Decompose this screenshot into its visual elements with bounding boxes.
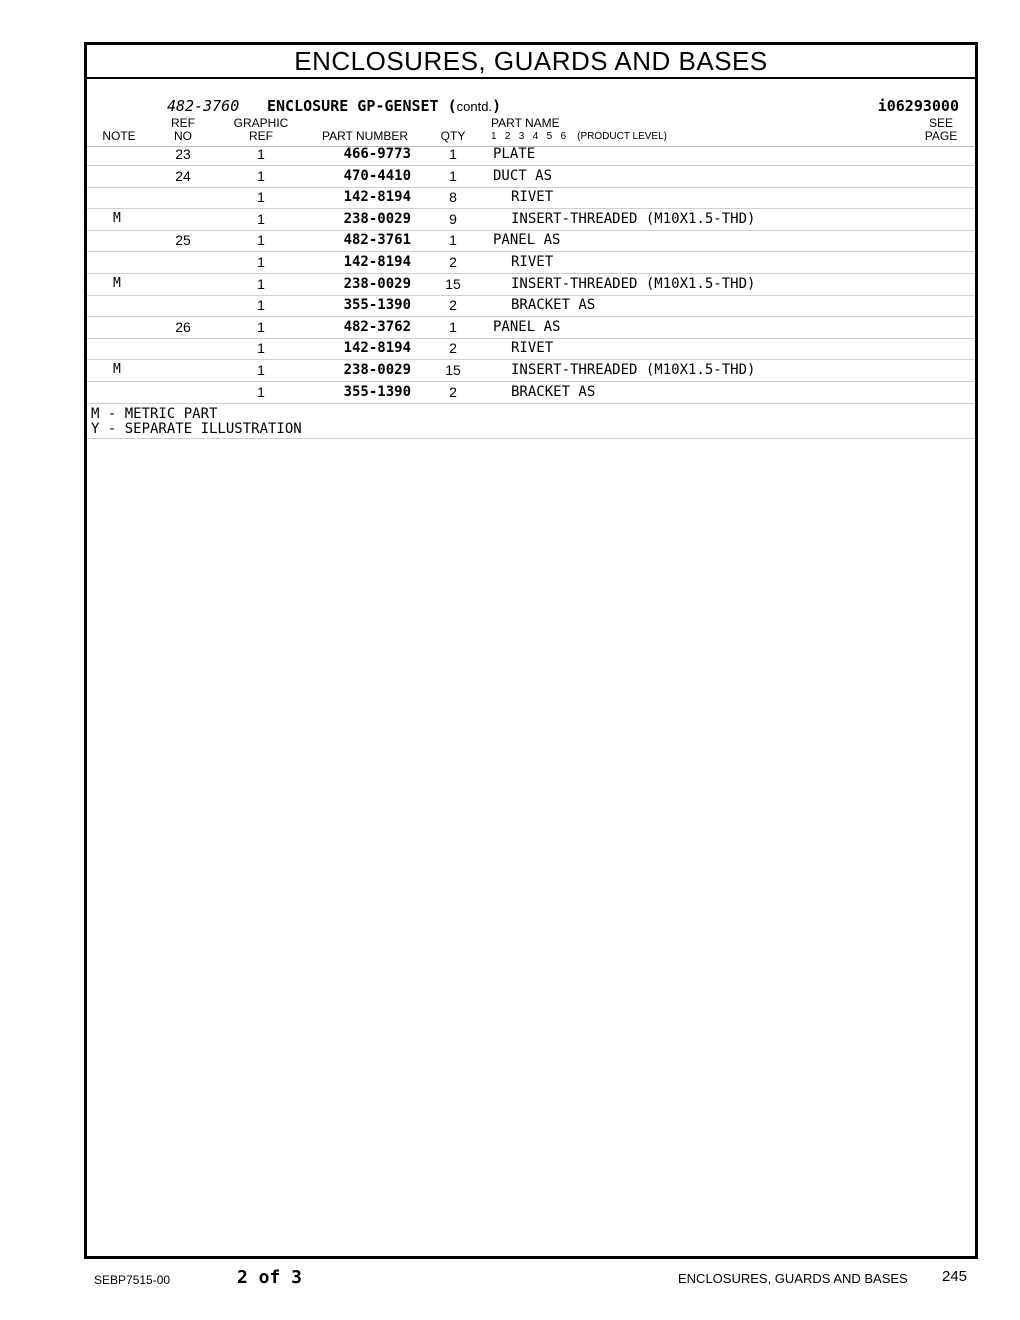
- footer-page-number: 245: [942, 1268, 968, 1285]
- graphic-ref-cell: 1: [257, 210, 265, 227]
- part-number-cell: 355-1390: [343, 297, 411, 314]
- footer-page-of: 2 of 3: [237, 1267, 303, 1288]
- col-header-part-name: PART NAME: [491, 116, 560, 130]
- ref-no-cell: 23: [175, 146, 191, 162]
- part-number-cell: 238-0029: [343, 362, 411, 378]
- graphic-ref-cell: 1: [257, 167, 265, 184]
- qty-cell: 1: [449, 232, 457, 249]
- graphic-ref-cell: 1: [257, 275, 265, 292]
- qty-cell: 9: [449, 210, 457, 227]
- qty-cell: 15: [445, 362, 461, 378]
- table-row: [87, 187, 975, 209]
- col-header-see-top: SEE: [928, 116, 953, 130]
- legend-divider: [87, 438, 975, 439]
- qty-cell: 8: [449, 189, 457, 206]
- part-number-cell: 142-8194: [343, 340, 411, 357]
- qty-cell: 2: [449, 383, 457, 400]
- ref-no-cell: 24: [175, 167, 191, 184]
- part-name-cell: PANEL AS: [493, 318, 561, 335]
- part-number-cell: 142-8194: [343, 254, 411, 270]
- assembly-number: 482-3760: [167, 97, 240, 115]
- col-header-graphic-top: GRAPHIC: [233, 116, 289, 130]
- footer-section: ENCLOSURES, GUARDS AND BASES: [678, 1271, 908, 1286]
- part-name-cell: BRACKET AS: [511, 297, 596, 314]
- page-title: ENCLOSURES, GUARDS AND BASES: [87, 45, 975, 79]
- table-row: [87, 295, 975, 317]
- col-header-product-level: 1 2 3 4 5 6 (PRODUCT LEVEL): [491, 131, 667, 142]
- note-cell: M: [113, 362, 121, 377]
- graphic-ref-cell: 1: [257, 232, 265, 249]
- graphic-ref-cell: 1: [257, 318, 265, 335]
- illustration-id: i06293000: [877, 97, 959, 115]
- qty-cell: 2: [449, 340, 457, 357]
- assembly-name: [267, 97, 501, 115]
- part-number-cell: 482-3761: [343, 232, 411, 249]
- table-row: [87, 252, 975, 274]
- qty-cell: 2: [449, 297, 457, 314]
- qty-cell: 1: [449, 167, 457, 184]
- ref-no-cell: 25: [175, 232, 191, 249]
- legend-item: Y - SEPARATE ILLUSTRATION: [91, 421, 302, 438]
- col-header-see-bottom: PAGE: [924, 129, 958, 143]
- qty-cell: 2: [449, 254, 457, 270]
- part-number-cell: 238-0029: [343, 275, 411, 292]
- part-name-cell: INSERT-THREADED (M10X1.5-THD): [511, 275, 756, 292]
- part-name-cell: RIVET: [511, 189, 554, 206]
- assembly-contd: contd.: [456, 99, 493, 114]
- qty-cell: 1: [449, 146, 457, 162]
- part-name-cell: RIVET: [511, 254, 554, 270]
- part-name-cell: INSERT-THREADED (M10X1.5-THD): [511, 210, 756, 227]
- part-number-cell: 470-4410: [343, 167, 411, 184]
- assembly-name-text: ENCLOSURE GP-GENSET (: [267, 97, 457, 115]
- part-name-cell: BRACKET AS: [511, 383, 596, 400]
- table-row: [87, 144, 975, 166]
- col-header-ref-top: REF: [171, 116, 195, 130]
- col-header-note: NOTE: [102, 129, 136, 143]
- graphic-ref-cell: 1: [257, 146, 265, 162]
- part-name-cell: DUCT AS: [493, 167, 553, 184]
- ref-no-cell: 26: [175, 318, 191, 335]
- col-header-graphic-bottom: REF: [249, 129, 273, 143]
- part-number-cell: 355-1390: [343, 383, 411, 400]
- part-name-cell: PANEL AS: [493, 232, 561, 249]
- qty-cell: 15: [445, 275, 461, 292]
- col-header-qty: QTY: [440, 129, 466, 143]
- part-name-cell: INSERT-THREADED (M10X1.5-THD): [511, 362, 756, 378]
- table-row: [87, 166, 975, 188]
- part-number-cell: 238-0029: [343, 210, 411, 227]
- graphic-ref-cell: 1: [257, 189, 265, 206]
- table-row: [87, 209, 975, 231]
- part-name-cell: RIVET: [511, 340, 554, 357]
- qty-cell: 1: [449, 318, 457, 335]
- graphic-ref-cell: 1: [257, 362, 265, 378]
- graphic-ref-cell: 1: [257, 383, 265, 400]
- assembly-header: [87, 97, 975, 117]
- table-row: [87, 338, 975, 360]
- table-row: [87, 360, 975, 382]
- col-header-part-number: PART NUMBER: [321, 129, 408, 143]
- part-number-cell: 482-3762: [343, 318, 411, 335]
- part-number-cell: 466-9773: [343, 146, 411, 162]
- graphic-ref-cell: 1: [257, 340, 265, 357]
- table-row: [87, 274, 975, 296]
- table-row: [87, 317, 975, 339]
- table-row: [87, 382, 975, 404]
- note-cell: M: [113, 210, 121, 226]
- footer-doc-number: SEBP7515-00: [94, 1273, 171, 1287]
- legend-item: M - METRIC PART: [91, 406, 218, 423]
- part-number-cell: 142-8194: [343, 189, 411, 206]
- graphic-ref-cell: 1: [257, 297, 265, 314]
- graphic-ref-cell: 1: [257, 254, 265, 270]
- page-frame: [84, 42, 978, 1259]
- note-cell: M: [113, 275, 121, 291]
- part-name-cell: PLATE: [493, 146, 536, 162]
- col-header-ref-bottom: NO: [174, 129, 192, 143]
- assembly-name-close: ): [492, 97, 502, 115]
- table-row: [87, 230, 975, 252]
